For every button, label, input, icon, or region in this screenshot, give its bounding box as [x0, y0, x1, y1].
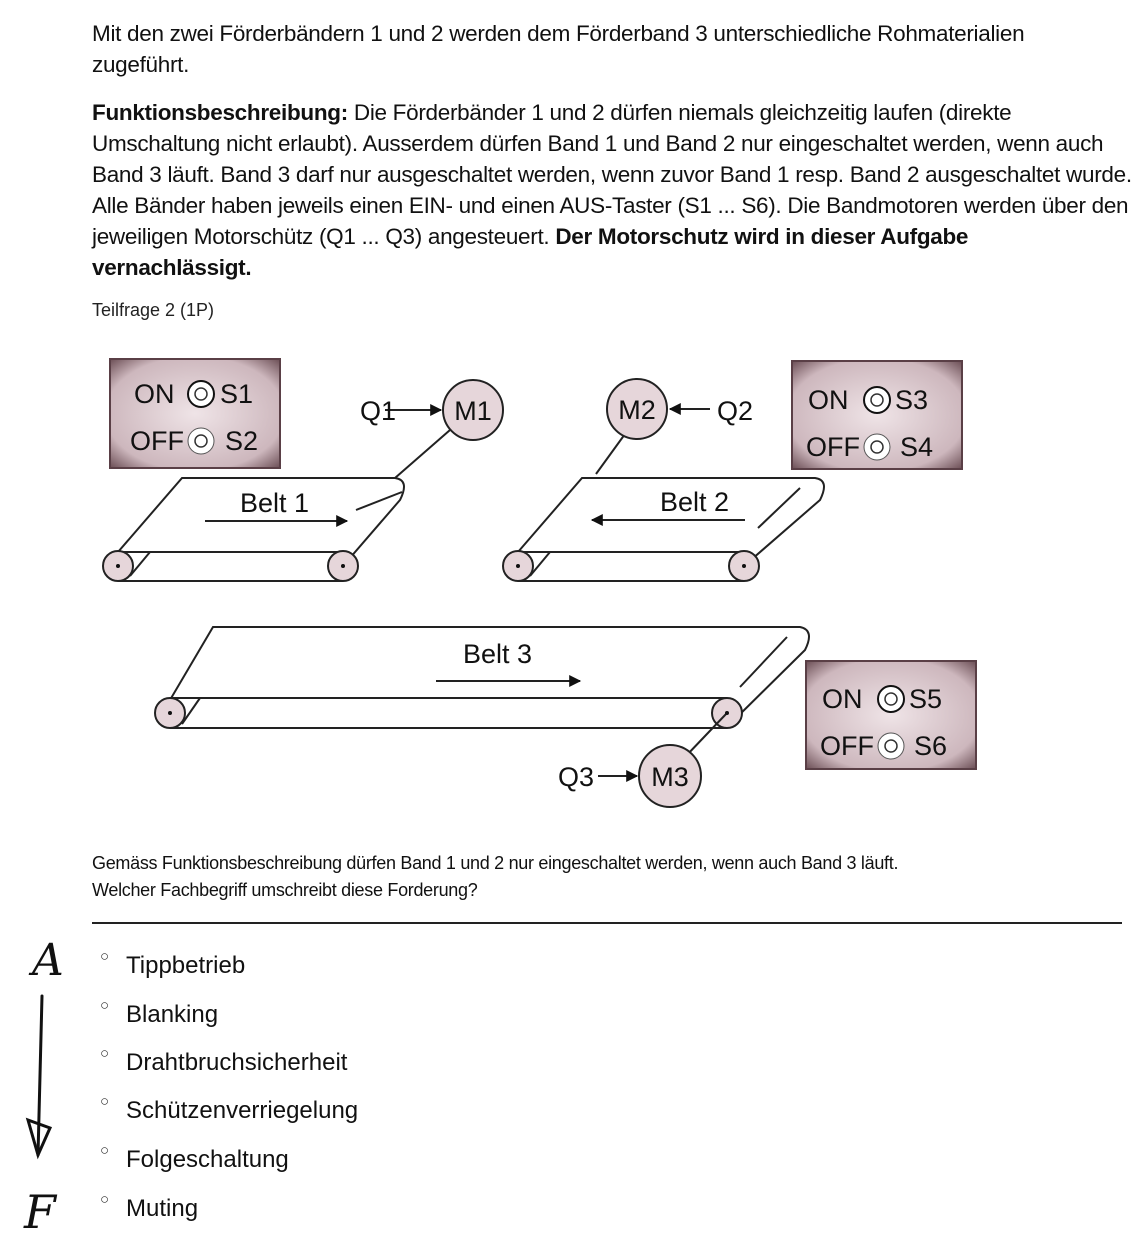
option-label: Blanking: [126, 1001, 219, 1028]
option-label: Drahtbruchsicherheit: [126, 1049, 348, 1076]
handwritten-annotation: [0, 930, 100, 1246]
switch-s2-label: S2: [225, 426, 259, 456]
button-s3: [864, 387, 890, 413]
radio-icon[interactable]: ○: [100, 1142, 110, 1159]
divider: [92, 922, 1122, 924]
belt-3-label: Belt 3: [463, 639, 533, 669]
contactor-q2-label: Q2: [717, 396, 754, 426]
button-s6: [878, 733, 904, 759]
option-folgeschaltung[interactable]: [100, 1142, 289, 1174]
handwritten-letter-f: F: [24, 1185, 56, 1239]
switch-s6-label: S6: [914, 731, 948, 761]
switch-s5-label: S5: [909, 684, 943, 714]
on-label: ON: [822, 684, 863, 714]
motor-m3-label: M3: [651, 762, 689, 792]
button-s4: [864, 434, 890, 460]
function-description-emphasis: Der Motorschutz wird in dieser Aufgabe vernachlässigt.: [92, 224, 969, 280]
question-text: [92, 850, 898, 904]
on-label: ON: [808, 385, 849, 415]
off-label: OFF: [806, 432, 860, 462]
on-label: ON: [134, 379, 175, 409]
conveyor-diagram: [0, 330, 1144, 840]
intro-paragraph: Mit den zwei Förderbändern 1 und 2 werden dem Förderband 3 unterschiedliche Rohmaterialien zugeführt.: [92, 21, 1025, 77]
option-label: Schützenverriegelung: [126, 1097, 359, 1124]
switch-s1-label: S1: [220, 379, 254, 409]
button-s2: [188, 428, 214, 454]
switch-panel-belt-1: [110, 359, 280, 468]
radio-icon[interactable]: ○: [100, 1045, 110, 1062]
off-label: OFF: [820, 731, 874, 761]
radio-icon[interactable]: ○: [100, 1191, 110, 1208]
belt-1-label: Belt 1: [240, 488, 310, 518]
radio-icon[interactable]: ○: [100, 997, 110, 1014]
belt-2: [503, 379, 824, 581]
option-drahtbruchsicherheit[interactable]: [100, 1045, 348, 1077]
function-description-label: Funktionsbeschreibung:: [92, 100, 348, 125]
switch-s3-label: S3: [895, 385, 929, 415]
function-description: [92, 97, 1132, 283]
contactor-q3-label: Q3: [558, 762, 595, 792]
option-label: Folgeschaltung: [126, 1146, 289, 1173]
option-blanking[interactable]: [100, 997, 219, 1029]
belt-2-label: Belt 2: [660, 487, 730, 517]
radio-icon[interactable]: ○: [100, 948, 110, 965]
switch-s4-label: S4: [900, 432, 934, 462]
question-line-1: Gemäss Funktionsbeschreibung dürfen Band 1 und 2 nur eingeschaltet werden, wenn auch Band 3 läuft.: [92, 853, 899, 873]
option-tippbetrieb[interactable]: [100, 948, 246, 980]
option-label: Tippbetrieb: [126, 952, 246, 979]
button-s5: [878, 686, 904, 712]
question-line-2: Welcher Fachbegriff umschreibt diese Forderung?: [92, 880, 478, 900]
radio-icon[interactable]: ○: [100, 1093, 110, 1110]
option-schuetzenverriegelung[interactable]: [100, 1093, 359, 1125]
button-s1: [188, 381, 214, 407]
motor-m2-label: M2: [618, 395, 656, 425]
motor-m1-label: M1: [454, 396, 492, 426]
off-label: OFF: [130, 426, 184, 456]
function-description-text: Die Förderbänder 1 und 2 dürfen niemals gleichzeitig laufen (direkte Umschaltung nicht erlaubt). Ausserdem dürfen Band 1 und Band 2 nur eingeschaltet werden, wenn auch Band 3 läuft. Band 3 darf nur ausgeschaltet werden, wenn zuvor Band 1 resp. Band 2 ausgeschaltet wurde. Alle Bänder haben jeweils einen EIN- und einen AUS-Taster (S1 ... S6). Die Bandmotoren werden über den jeweiligen Motorschütz (Q1 ... Q3) angesteuert.: [92, 100, 1132, 249]
contactor-q1-label: Q1: [360, 396, 397, 426]
down-arrow-icon: [38, 996, 42, 1155]
handwritten-letter-a: A: [32, 935, 64, 986]
option-muting[interactable]: [100, 1191, 199, 1223]
subquestion-label: Teilfrage 2 (1P): [92, 300, 215, 320]
option-label: Muting: [126, 1195, 199, 1222]
switch-panel-belt-2: [792, 361, 962, 469]
switch-panel-belt-3: [806, 661, 976, 769]
